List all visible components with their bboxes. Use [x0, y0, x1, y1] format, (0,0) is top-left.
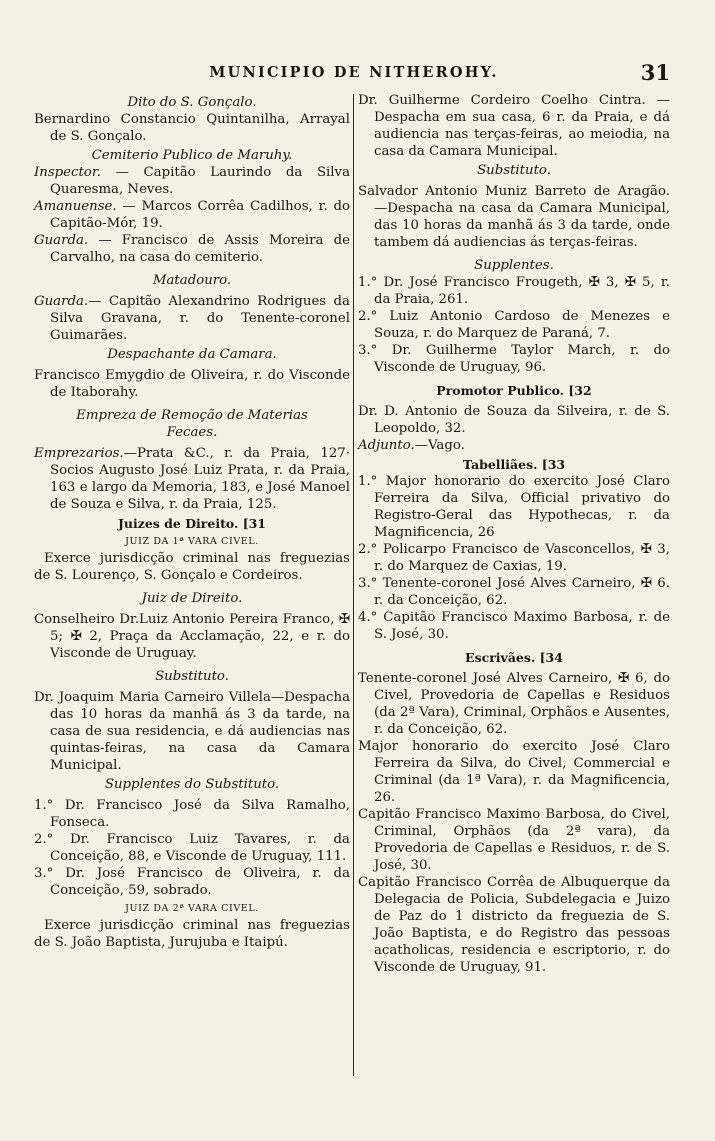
entry: [34, 293, 350, 344]
entry: Tenente-coronel José Alves Carneiro, ✠ 6, do Civel, Provedoria de Capellas e Residuos (da 2ª Vara), Criminal, Orphãos e Ausentes, r. da Conceição, 62.: [358, 671, 670, 737]
entry-text: — Marcos Corrêa Cadilhos, r. do Capitão-Mór, 19.: [50, 199, 350, 231]
entry: Exerce jurisdicção criminal nas freguezias de S. João Baptista, Jurujuba e Itaipú.: [34, 918, 350, 950]
entry: Exerce jurisdicção criminal nas freguezias de S. Lourenço, S. Gonçalo e Cordeiros.: [34, 551, 350, 583]
section-heading: Juizes de Direito. [31: [117, 516, 267, 531]
entry-text: — Francisco de Assis Moreira de Carvalho, na casa do cemiterio.: [50, 233, 350, 265]
entry-text: —Vago.: [414, 438, 465, 453]
subsection-heading: JUIZ DA 2ª VARA CIVEL.: [125, 903, 259, 914]
entry: Capitão Francisco Maximo Barbosa, do Civel, Criminal, Orphãos (da 2ª vara), da Provedoria de Capellas e Residuos, r. de S. José, 30.: [358, 807, 670, 873]
section-heading: Escrivães. [34: [465, 650, 563, 665]
entry: Capitão Francisco Corrêa de Albuquerque da Delegacia de Policia, Subdelegacia e Juizo de Paz do 1 districto da freguezia de S. João Baptista, e do Registro das pessoas acatholicas, residencia e escriptorio, r. do Visconde de Uruguay, 91.: [358, 875, 670, 975]
entry: [34, 164, 350, 198]
entry: 2.° Dr. Francisco Luiz Tavares, r. da Conceição, 88, e Visconde de Uruguay, 111.: [34, 832, 350, 864]
entry-label: Adjunto.: [358, 438, 415, 453]
page-header: [38, 60, 670, 84]
section-heading: Dito do S. Gonçalo.: [127, 95, 257, 110]
entry: 2.° Luiz Antonio Cardoso de Menezes e Souza, r. do Marquez de Paraná, 7.: [358, 309, 670, 341]
entry: 3.° Dr. Guilherme Taylor March, r. do Visconde de Uruguay, 96.: [358, 343, 670, 375]
left-column: [34, 92, 350, 951]
entry: 3.° Tenente-coronel José Alves Carneiro, ✠ 6. r. da Conceição, 62.: [358, 576, 670, 608]
section-heading: Promotor Publico. [32: [436, 383, 592, 398]
entry-text: — Capitão Alexandrino Rodrigues da Silva Gravana, r. do Tenente-coronel Guimarães.: [50, 294, 350, 343]
entry: Major honorario do exercito José Claro Ferreira da Silva, do Civel, Commercial e Criminal (da 1ª Vara), r. da Magnificencia, 26.: [358, 739, 670, 805]
entry-label: Guarda.: [34, 233, 89, 248]
entry-label: Guarda.: [34, 294, 89, 309]
entry-text: — Capitão Laurindo da Silva Quaresma, Neves.: [50, 165, 350, 197]
entry: [34, 232, 350, 266]
section-heading: Substituto.: [477, 163, 551, 178]
page-number: 31: [640, 60, 670, 85]
entry: Dr. Joaquim Maria Carneiro Villela—Despacha das 10 horas da manhã ás 3 da tarde, na casa de sua residencia, e dá audiencias nas quintas-feiras, na casa da Camara Municipal.: [34, 690, 350, 773]
entry: Conselheiro Dr.Luiz Antonio Pereira Franco, ✠ 5; ✠ 2, Praça da Acclamação, 22, e r. do Visconde de Uruguay.: [34, 612, 350, 661]
section-heading: Supplentes.: [474, 258, 554, 273]
entry: [34, 198, 350, 232]
entry-label: Emprezarios.: [34, 446, 124, 461]
subsection-heading: JUIZ DA 1ª VARA CIVEL.: [125, 536, 259, 547]
running-title: MUNICIPIO DE NITHEROHY.: [209, 64, 499, 81]
entry: [358, 437, 670, 454]
section-heading: Tabelliães. [33: [462, 457, 566, 472]
section-heading: Despachante da Camara.: [107, 347, 277, 362]
section-heading: Supplentes do Substituto.: [104, 777, 280, 792]
entry: [34, 445, 350, 513]
section-heading: Matadouro.: [152, 273, 232, 288]
entry: 1.° Major honorario do exercito José Claro Ferreira da Silva, Official privativo do Registro-Geral das Hypothecas, r. da Magnificencia, 26: [358, 474, 670, 540]
entry: Dr. Guilherme Cordeiro Coelho Cintra. — Despacha em sua casa, 6 r. da Praia, e dá audiencia nas terças-feiras, ao meiodia, na casa da Camara Municipal.: [358, 93, 670, 159]
section-heading: Cemiterio Publico de Maruhy.: [91, 148, 293, 163]
entry-label: Inspector.: [34, 165, 101, 180]
section-heading: Juiz de Direito.: [141, 591, 243, 606]
right-column: [358, 92, 670, 976]
column-divider: [353, 94, 354, 1076]
entry: Salvador Antonio Muniz Barreto de Aragão. —Despacha na casa da Camara Municipal, das 10 horas da manhã ás 3 da tarde, onde tambem dá audiencias ás terças-feiras.: [358, 184, 670, 250]
entry: Dr. D. Antonio de Souza da Silveira, r. de S. Leopoldo, 32.: [358, 404, 670, 436]
entry: 3.° Dr. José Francisco de Oliveira, r. da Conceição, 59, sobrado.: [34, 866, 350, 898]
entry: 1.° Dr. Francisco José da Silva Ramalho, Fonseca.: [34, 798, 350, 830]
entry: Francisco Emygdio de Oliveira, r. do Visconde de Itaborahy.: [34, 368, 350, 400]
section-heading: Empreza de Remoção de Materias Fecaes.: [76, 408, 308, 440]
entry-text: —Prata &C., r. da Praia, 127· Socios Augusto José Luiz Prata, r. da Praia, 163 e largo da Memoria, 183, e José Manoel de Souza e Silva, r. da Praia, 125.: [50, 446, 350, 512]
entry: 1.° Dr. José Francisco Frougeth, ✠ 3, ✠ 5, r. da Praia, 261.: [358, 275, 670, 307]
section-heading: Substituto.: [155, 669, 229, 684]
entry: 4.° Capitão Francisco Maximo Barbosa, r. de S. José, 30.: [358, 610, 670, 642]
entry: Bernardino Constancio Quintanilha, Arrayal de S. Gonçalo.: [34, 112, 350, 144]
entry: 2.° Policarpo Francisco de Vasconcellos, ✠ 3, r. do Marquez de Caxias, 19.: [358, 542, 670, 574]
entry-label: Amanuense.: [34, 199, 117, 214]
